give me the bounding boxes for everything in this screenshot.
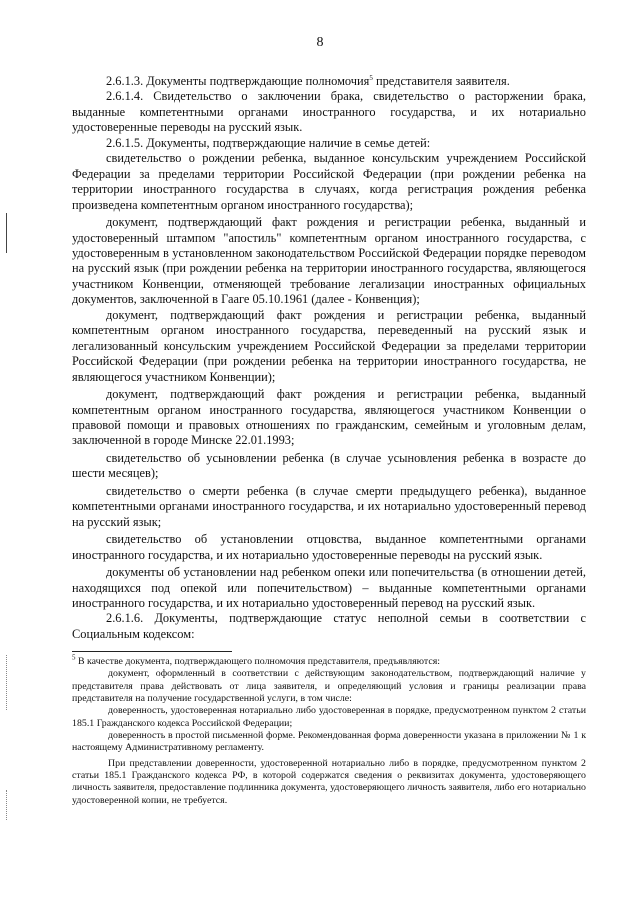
footnotes [72, 653, 586, 807]
footnote-line: документ, оформленный в соответствии с действующим законодательством, подтверждающий наличие у представителя права действовать от лица заявителя, и определяющий условия и границы реализации права представителя на получение государственной услуги, в том числе: [72, 668, 586, 705]
footnote-5: $^5$ В качестве документа, подтверждающего полномочия представителя, предъявляются: [72, 653, 441, 667]
list-item-death-certificate: свидетельство о смерти ребенка (в случае смерти предыдущего ребенка), выданное компетентными органами иностранного государства, и их нотариально удостоверенный перевод на русский язык; [72, 483, 586, 529]
footnote-ref: 5 [369, 73, 373, 82]
list-item-legalized-document: документ, подтверждающий факт рождения и регистрации ребенка, выданный компетентным органом иностранного государства, переведенный на русский язык и легализованный консульским учреждением Российской Федерации за пределами территории Российской Федерации (при рождении ребенка на территории иностранного государства, не являющегося участником Конвенции); [72, 307, 586, 384]
list-item-guardianship-documents: документы об установлении над ребенком опеки или попечительства (в отношении детей, находящихся под опекой или попечительством) – выданные компетентными органами иностранного государства, и их нотариально удостоверенный перевод на русский язык. [72, 565, 586, 610]
list-item-paternity-certificate: свидетельство об установлении отцовства, выданное компетентными органами иностранного государства, и их нотариально удостоверенные переводы на русский язык. [72, 532, 586, 562]
body-text [72, 74, 586, 642]
paragraph-2-6-1-5: 2.6.1.5. Документы, подтверждающие наличие в семье детей: [106, 135, 431, 150]
paragraph-2-6-1-6: 2.6.1.6. Документы, подтверждающие статус неполной семьи в соответствии с Социальным кодексом: [72, 611, 586, 641]
footnote-number: 5 [72, 653, 76, 662]
list-item-adoption-certificate: свидетельство об усыновлении ребенка (в случае усыновления ребенка в возрасте до шести месяцев); [72, 450, 586, 481]
footnote-line: доверенность в простой письменной форме. Рекомендованная форма доверенности указана в приложении № 1 к настоящему Административному регламенту. [72, 730, 586, 754]
paragraph-2-6-1-3: 2.6.1.3. Документы подтверждающие полномочия$^5$ представителя заявителя. [106, 73, 510, 88]
margin-scan-mark [6, 213, 7, 253]
margin-scan-dots [6, 790, 9, 820]
list-item-birth-certificate: свидетельство о рождении ребенка, выданное консульским учреждением Российской Федерации за пределами территории Российской Федерации (при рождении ребенка на территории иностранного государства в случаях, когда регистрация рождения ребенка произведена компетентным органом иностранного государства); [72, 151, 586, 212]
page-number: 8 [316, 35, 324, 50]
list-item-apostille-document: документ, подтверждающий факт рождения и регистрации ребенка, выданный и удостоверенный штампом "апостиль" компетентным органом иностранного государства, с удостоверенным в установленном законодательством Российской Федерации порядке переводом на русский язык (при рождении ребенка на территории иностранного государства, являющегося участником Конвенции, отменяющей требование легализации иностранных официальных документов, заключенной в Гааге 05.10.1961 (далее - Конвенция); [72, 215, 586, 307]
paragraph-2-6-1-4: 2.6.1.4. Свидетельство о заключении брака, свидетельство о расторжении брака, выданные компетентными органами иностранного государства, и их нотариально удостоверенные переводы на русский язык. [72, 89, 586, 135]
footnote-line: При представлении доверенности, удостоверенной нотариально либо в порядке, предусмотренном пунктом 2 статьи 185.1 Гражданского кодекса РФ, в которой содержатся сведения о реквизитах документа, удостоверяющего личность заявителя, предоставление подлинника документа, удостоверяющего личность заявителя, либо его нотариально удостоверенной копии, не требуется. [72, 757, 586, 806]
margin-scan-dots [6, 655, 9, 710]
list-item-minsk-convention-document: документ, подтверждающий факт рождения и регистрации ребенка, выданный компетентным органом иностранного государства, являющегося участником Конвенции о правовой помощи и правовых отношениях по гражданским, семейным и уголовным делам, заключенной в городе Минске 22.01.1993; [72, 387, 586, 448]
footnote-separator [72, 651, 232, 652]
footnote-line: доверенность, удостоверенная нотариально либо удостоверенная в порядке, предусмотренном пунктом 2 статьи 185.1 Гражданского кодекса Российской Федерации; [72, 705, 586, 729]
